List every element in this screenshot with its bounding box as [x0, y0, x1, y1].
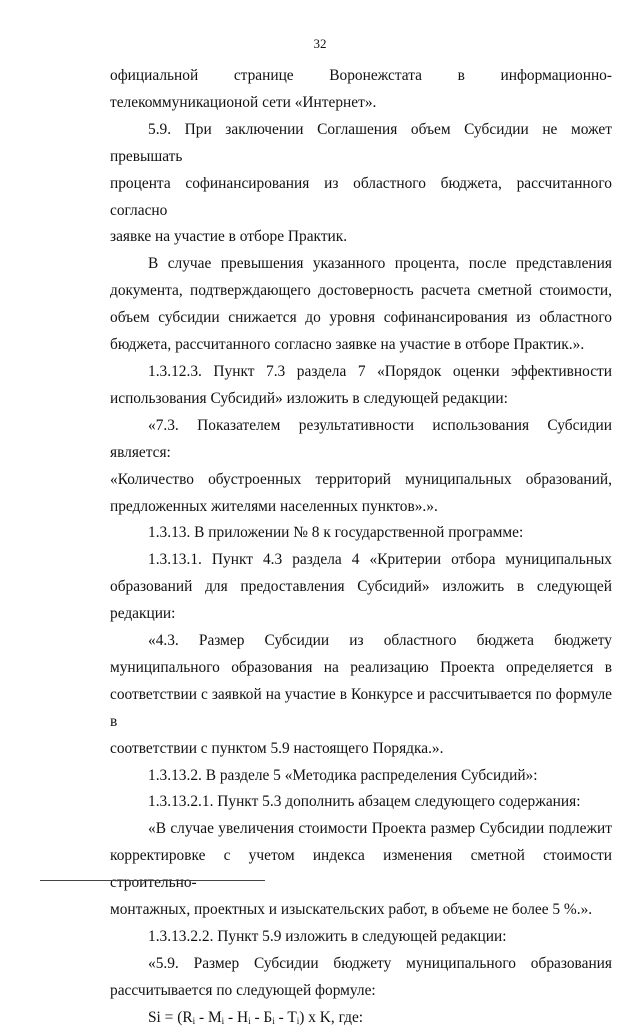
formula-subscript: i — [192, 1015, 196, 1026]
text-line: «4.3. Размер Субсидии из областного бюджета бюджету — [148, 632, 612, 650]
formula-subscript: i — [272, 1015, 275, 1026]
formula-part: Si = (R — [148, 1008, 193, 1026]
text-line: образований для предоставления Субсидий» изложить в следующей редакции: — [110, 578, 612, 623]
formula-subscript: i — [221, 1015, 225, 1026]
text-line: объем субсидии снижается до уровня софинансирования из областного — [110, 309, 612, 327]
text-line: документа, подтверждающего достоверность расчета сметной стоимости, — [110, 282, 612, 300]
formula — [110, 1005, 612, 1035]
document-body — [110, 63, 612, 1035]
text-line: 1.3.13.2. В разделе 5 «Методика распределения Субсидий»: — [148, 766, 538, 784]
text-line: рассчитывается по следующей формуле: — [110, 981, 376, 999]
text-line: 1.3.13. В приложении № 8 к государственной программе: — [148, 524, 524, 542]
text-line: корректировке с учетом индекса изменения сметной стоимости строительно- — [110, 847, 612, 892]
text-line: 1.3.12.3. Пункт 7.3 раздела 7 «Порядок оценки эффективности — [148, 362, 612, 380]
text-line: заявке на участие в отборе Практик. — [110, 228, 348, 246]
formula-part: - T — [274, 1008, 297, 1026]
formula-subscript: i — [248, 1015, 251, 1026]
text-line: официальной странице Воронежстата в информационно- — [110, 67, 612, 84]
text-line: 1.3.13.2.2. Пункт 5.9 изложить в следующей редакции: — [148, 928, 507, 945]
text-line: предложенных жителями населенных пунктов».». — [110, 497, 438, 515]
text-line: муниципального образования на реализацию Проекта определяется в — [110, 658, 612, 676]
text-line: «7.3. Показателем результативности использования Субсидии является: — [110, 416, 612, 461]
text-line: «5.9. Размер Субсидии бюджету муниципального образования — [148, 954, 612, 972]
text-line: телекоммуникационой сети «Интернет». — [110, 93, 377, 111]
text-line: 1.3.13.2.1. Пункт 5.3 дополнить абзацем следующего содержания: — [148, 793, 581, 811]
text-line: процента софинансирования из областного бюджета, рассчитанного согласно — [110, 174, 612, 219]
text-line: 1.3.13.1. Пункт 4.3 раздела 4 «Критерии отбора муниципальных — [148, 551, 612, 569]
page-number: 32 — [313, 36, 327, 51]
text-line: бюджета, рассчитанного согласно заявке на участие в отборе Практик.». — [110, 336, 585, 354]
text-line: «Количество обустроенных территорий муниципальных образований, — [110, 470, 612, 488]
formula-part: - Б — [250, 1008, 273, 1026]
formula-part: ) x K, где: — [299, 1008, 364, 1026]
text-line: В случае превышения указанного процента, после представления — [148, 255, 612, 273]
text-line: «В случае увеличения стоимости Проекта размер Субсидии подлежит — [148, 820, 612, 838]
text-line: соответствии с пунктом 5.9 настоящего Порядка.». — [110, 739, 444, 757]
formula-part: - M — [195, 1008, 222, 1026]
formula-part: - H — [224, 1008, 249, 1026]
text-line: 5.9. При заключении Соглашения объем Субсидии не может превышать — [110, 120, 612, 165]
text-line: соответствии с заявкой на участие в Конкурсе и рассчитывается по формуле в — [110, 685, 612, 730]
formula-subscript: i — [296, 1015, 300, 1026]
footnote-separator — [40, 880, 265, 881]
text-line: использования Субсидий» изложить в следующей редакции: — [110, 389, 508, 407]
text-line: монтажных, проектных и изыскательских работ, в объеме не более 5 %.». — [110, 901, 593, 919]
